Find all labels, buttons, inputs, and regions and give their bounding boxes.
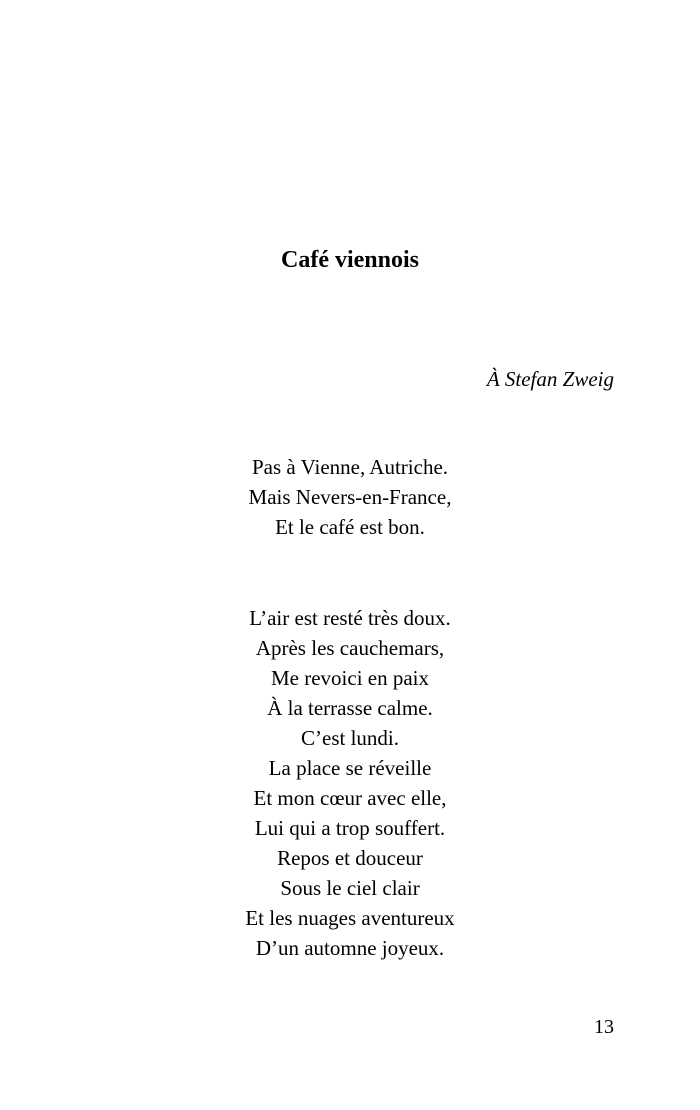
poem-title: Café viennois [281,247,419,273]
stanza-1 [0,452,700,542]
verse-line: Et le café est bon. [275,515,425,539]
verse-line: Repos et douceur [277,846,423,870]
poem-dedication: À Stefan Zweig [486,367,614,391]
verse-line: La place se réveille [268,756,432,780]
verse-line: Et mon cœur avec elle, [253,786,447,810]
verse-line: Après les cauchemars, [255,636,445,660]
verse-line: Mais Nevers-en-France, [248,485,452,509]
page-number: 13 [594,1016,614,1038]
verse-line: L’air est resté très doux. [249,606,451,630]
verse-line: Pas à Vienne, Autriche. [251,455,449,479]
verse-line: Et les nuages aventureux [245,906,455,930]
verse-line: Lui qui a trop souffert. [254,816,446,840]
verse-line: C’est lundi. [301,726,399,750]
verse-line: À la terrasse calme. [267,696,433,720]
verse-line: Sous le ciel clair [280,876,420,900]
verse-line: Me revoici en paix [270,666,430,690]
verse-line: D’un automne joyeux. [255,936,445,960]
stanza-2 [0,603,700,963]
